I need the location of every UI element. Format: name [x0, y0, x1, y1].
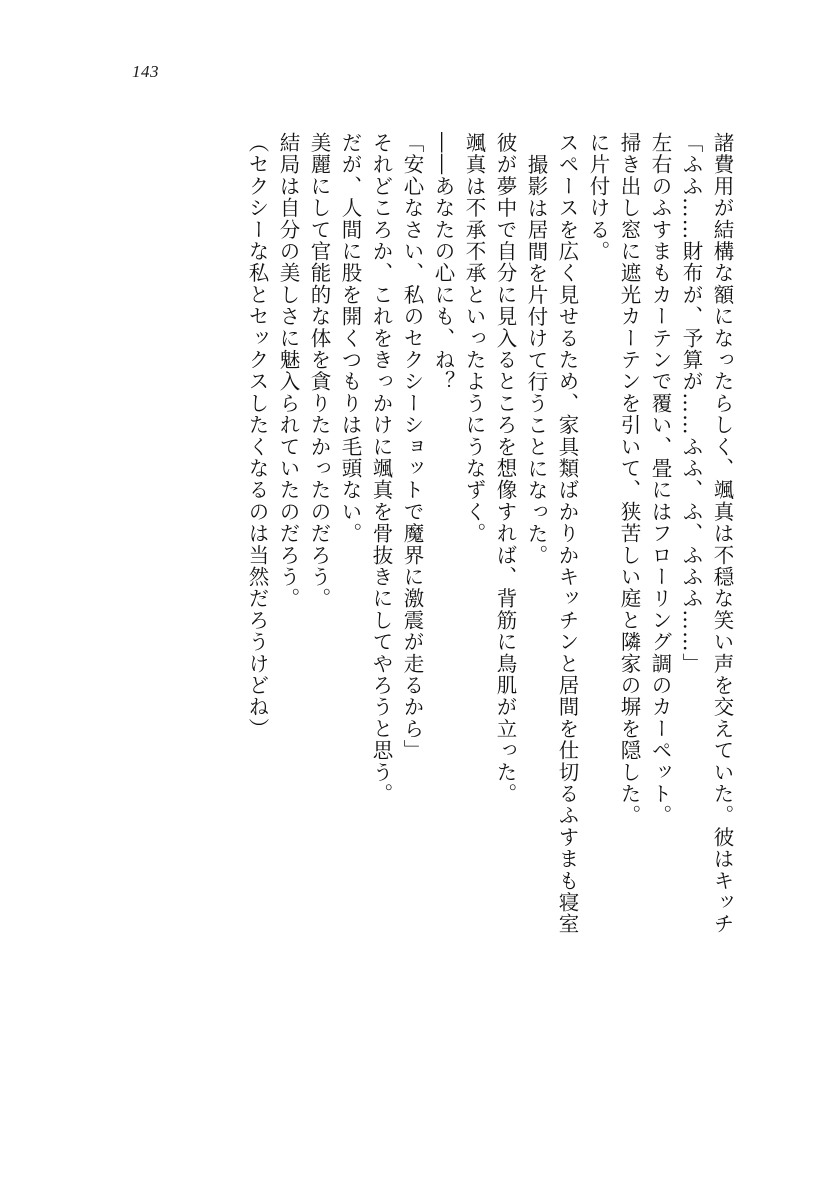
text-column: 左右のふすまもカーテンで覆い、畳にはフローリング調のカーペット。: [648, 132, 672, 827]
text-column: 彼が夢中で自分に見入るところを想像すれば、背筋に鳥肌が立った。: [493, 132, 517, 805]
text-column: （セクシーな私とセックスしたくなるのは当然だろうけどね）: [245, 132, 269, 740]
text-column: だが、人間に股を開くつもりは毛頭ない。: [338, 132, 362, 545]
text-column: 結局は自分の美しさに魅入られていたのだろう。: [276, 132, 300, 610]
text-column: に片付ける。: [586, 132, 610, 263]
text-column: 掃き出し窓に遮光カーテンを引いて、狭苦しい庭と隣家の塀を隠した。: [617, 132, 641, 827]
text-column: 撮影は居間を片付けて行うことになった。: [524, 154, 548, 567]
text-column: 颯真は不承不承といったようにうなずく。: [462, 132, 486, 545]
text-column: スペースを広く見せるため、家具類ばかりかキッチンと居間を仕切るふすまも寝室: [555, 132, 579, 935]
text-column: ――あなたの心にも、ね？: [431, 132, 455, 393]
text-column: 美麗にして官能的な体を貪りたかったのだろう。: [307, 132, 331, 610]
text-column: それどころか、これをきっかけに颯真を骨抜きにしてやろうと思う。: [369, 132, 393, 805]
text-column: 「安心なさい、私のセクシーショットで魔界に激震が走るから」: [400, 132, 424, 762]
text-column: 「ふふ……財布が、予算が……ふふ、ふ、ふふふ……」: [679, 132, 703, 675]
vertical-text-block: [236, 132, 732, 1072]
text-column: 諸費用が結構な額になったらしく、颯真は不穏な笑い声を交えていた。彼はキッチ: [710, 132, 734, 935]
page-number: 143: [132, 62, 159, 81]
